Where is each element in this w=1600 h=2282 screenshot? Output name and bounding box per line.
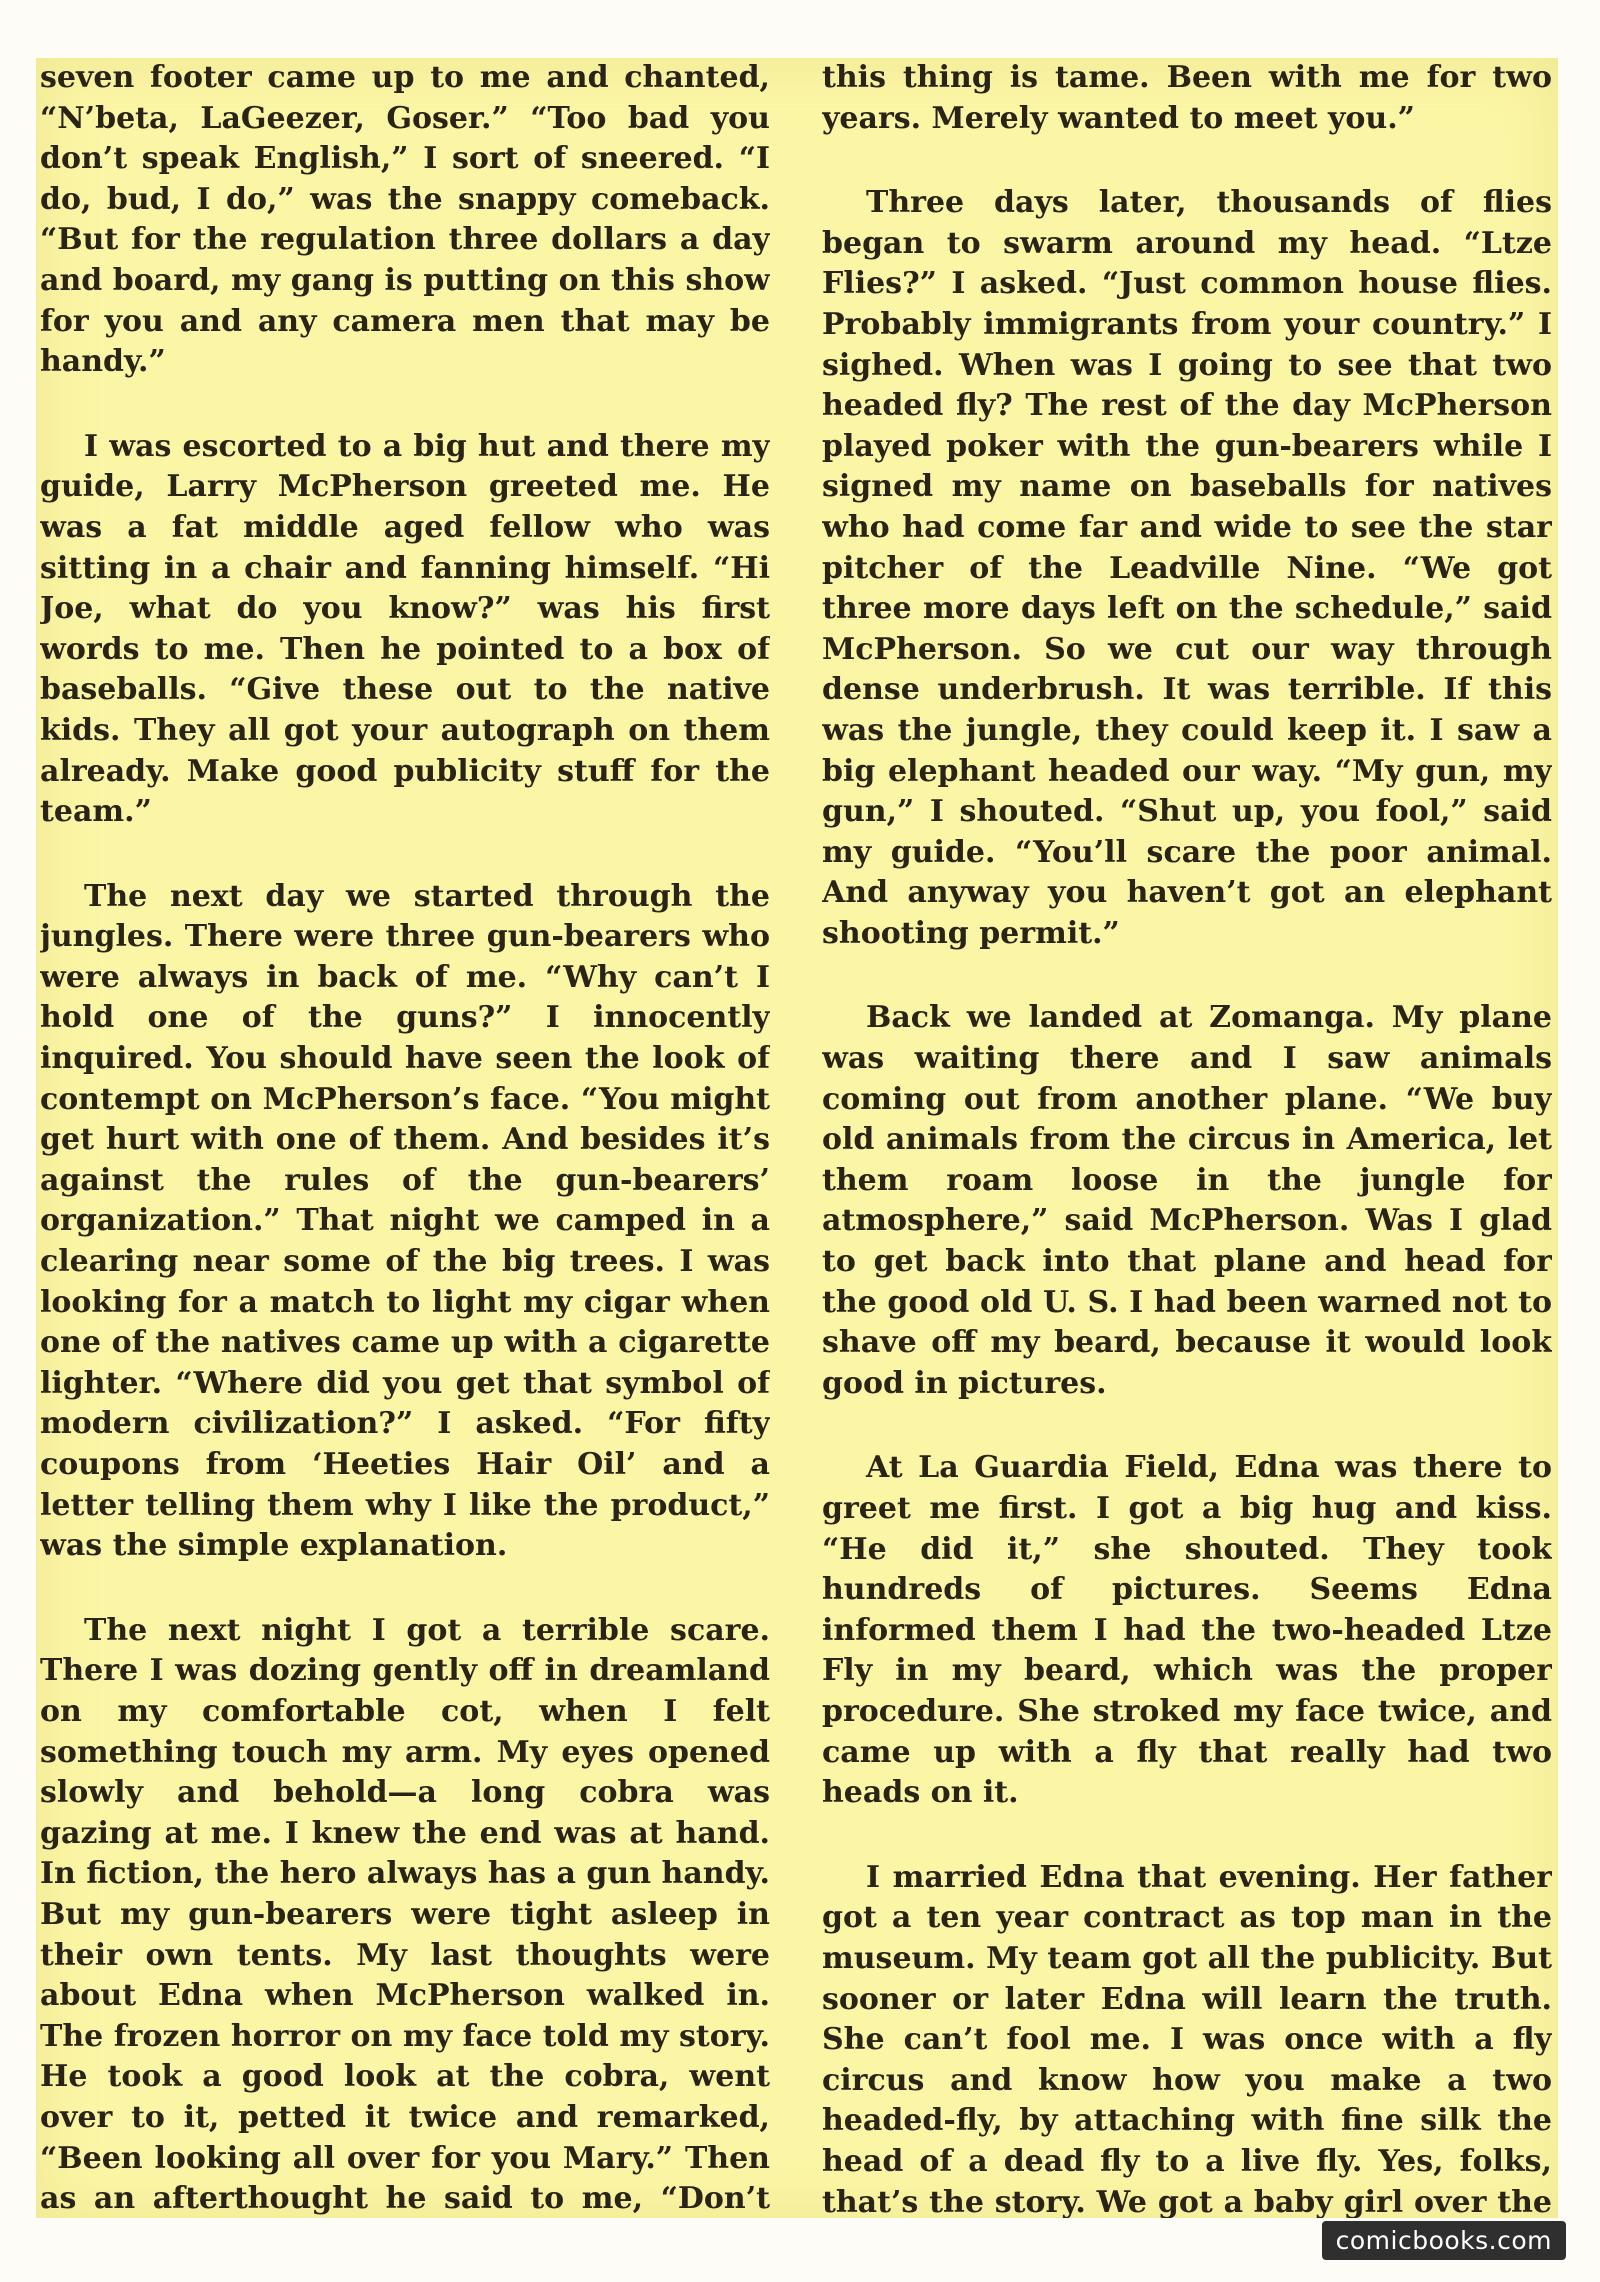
paragraph-right-3: Back we landed at Zomanga. My plane was waiting there and I saw animals coming out from another plane. “We buy old animals from the circus in America, let them roam loose in the jungle for atmosphere,” said McPherson. Was I glad to get back into that plane and head for the good old U. S. I had been warned not to shave off my beard, because it would look good in pictures. — [822, 1000, 1552, 1401]
paragraph-right-4: At La Guardia Field, Edna was there to greet me first. I got a big hug and kiss. “He did it,” she shouted. They took hundreds of pictures. Seems Edna informed them I had the two-headed Ltze Fly in my beard, which was the proper procedure. She stroked my face twice, and came up with a fly that really had two heads on it. — [822, 1450, 1552, 1811]
story-page — [36, 58, 1558, 2218]
paragraph-left-1: seven footer came up to me and chanted, “N’beta, LaGeezer, Goser.” “Too bad you don’t speak English,” I sort of sneered. “I do, bud, I do,” was the snappy comeback. “But for the regulation three dollars a day and board, my gang is putting on this show for you and any camera men that may be handy.” — [40, 60, 770, 380]
watermark-logo: comicbooks.com — [1322, 2221, 1566, 2260]
right-column — [822, 58, 1552, 2218]
left-column — [40, 58, 770, 2218]
paragraph-left-2: I was escorted to a big hut and there my guide, Larry McPherson greeted me. He was a fat middle aged fellow who was sitting in a chair and fanning himself. “Hi Joe, what do you know?” was his first words to me. Then he pointed to a box of baseballs. “Give these out to the native kids. They all got your autograph on them already. Make good publicity stuff for the team.” — [40, 428, 770, 830]
paragraph-right-2: Three days later, thousands of flies began to swarm around my head. “Ltze Flies?” I asked. “Just common house flies. Probably immigrants from your country.” I sighed. When was I going to see that two headed fly? The rest of the day McPherson played poker with the gun-bearers while I signed my name on baseballs for natives who had come far and wide to see the star pitcher of the Leadville Nine. “We got three more days left on the schedule,” said McPherson. So we cut our way through dense underbrush. It was terrible. If this was the jungle, they could keep it. I saw a big elephant headed our way. “My gun, my gun,” I shouted. “Shut up, you fool,” said my guide. “You’ll scare the poor animal. And anyway you haven’t got an elephant shooting permit.” — [822, 185, 1552, 951]
paragraph-right-1: this thing is tame. Been with me for two years. Merely wanted to meet you.” — [822, 60, 1552, 136]
paragraph-right-5: I married Edna that evening. Her father got a ten year contract as top man in the museum. My team got all the publicity. But sooner or later Edna will learn the truth. She can’t fool me. I was once with a fly circus and know how you make a two headed-fly, by attaching with fine silk the head of a dead fly to a live fly. Yes, folks, that’s the story. We got a baby girl over the — [822, 1859, 1552, 2218]
paragraph-left-4: The next night I got a terrible scare. There I was dozing gently off in dreamland on my comfortable cot, when I felt something touch my arm. My eyes opened slowly and behold—a long cobra was gazing at me. I knew the end was at hand. In fiction, the hero always has a gun handy. But my gun-bearers were tight asleep in their own tents. My last thoughts were about Edna when McPherson walked in. The frozen horror on my face told my story. He took a good look at the cobra, went over to it, petted it twice and remarked, “Been looking all over for you Mary.” Then as an afterthought he said to me, “Don’t — [40, 1612, 770, 2217]
paragraph-left-3: The next day we started through the jungles. There were three gun-bearers who were always in back of me. “Why can’t I hold one of the guns?” I innocently inquired. You should have seen the look of contempt on McPherson’s face. “You might get hurt with one of them. And besides it’s against the rules of the gun-bearers’ organization.” That night we camped in a clearing near some of the big trees. I was looking for a match to light my cigar when one of the natives came up with a cigarette lighter. “Where did you get that symbol of modern civilization?” I asked. “For fifty coupons from ‘Heeties Hair Oil’ and a letter telling them why I like the product,” was the simple explanation. — [40, 878, 770, 1564]
